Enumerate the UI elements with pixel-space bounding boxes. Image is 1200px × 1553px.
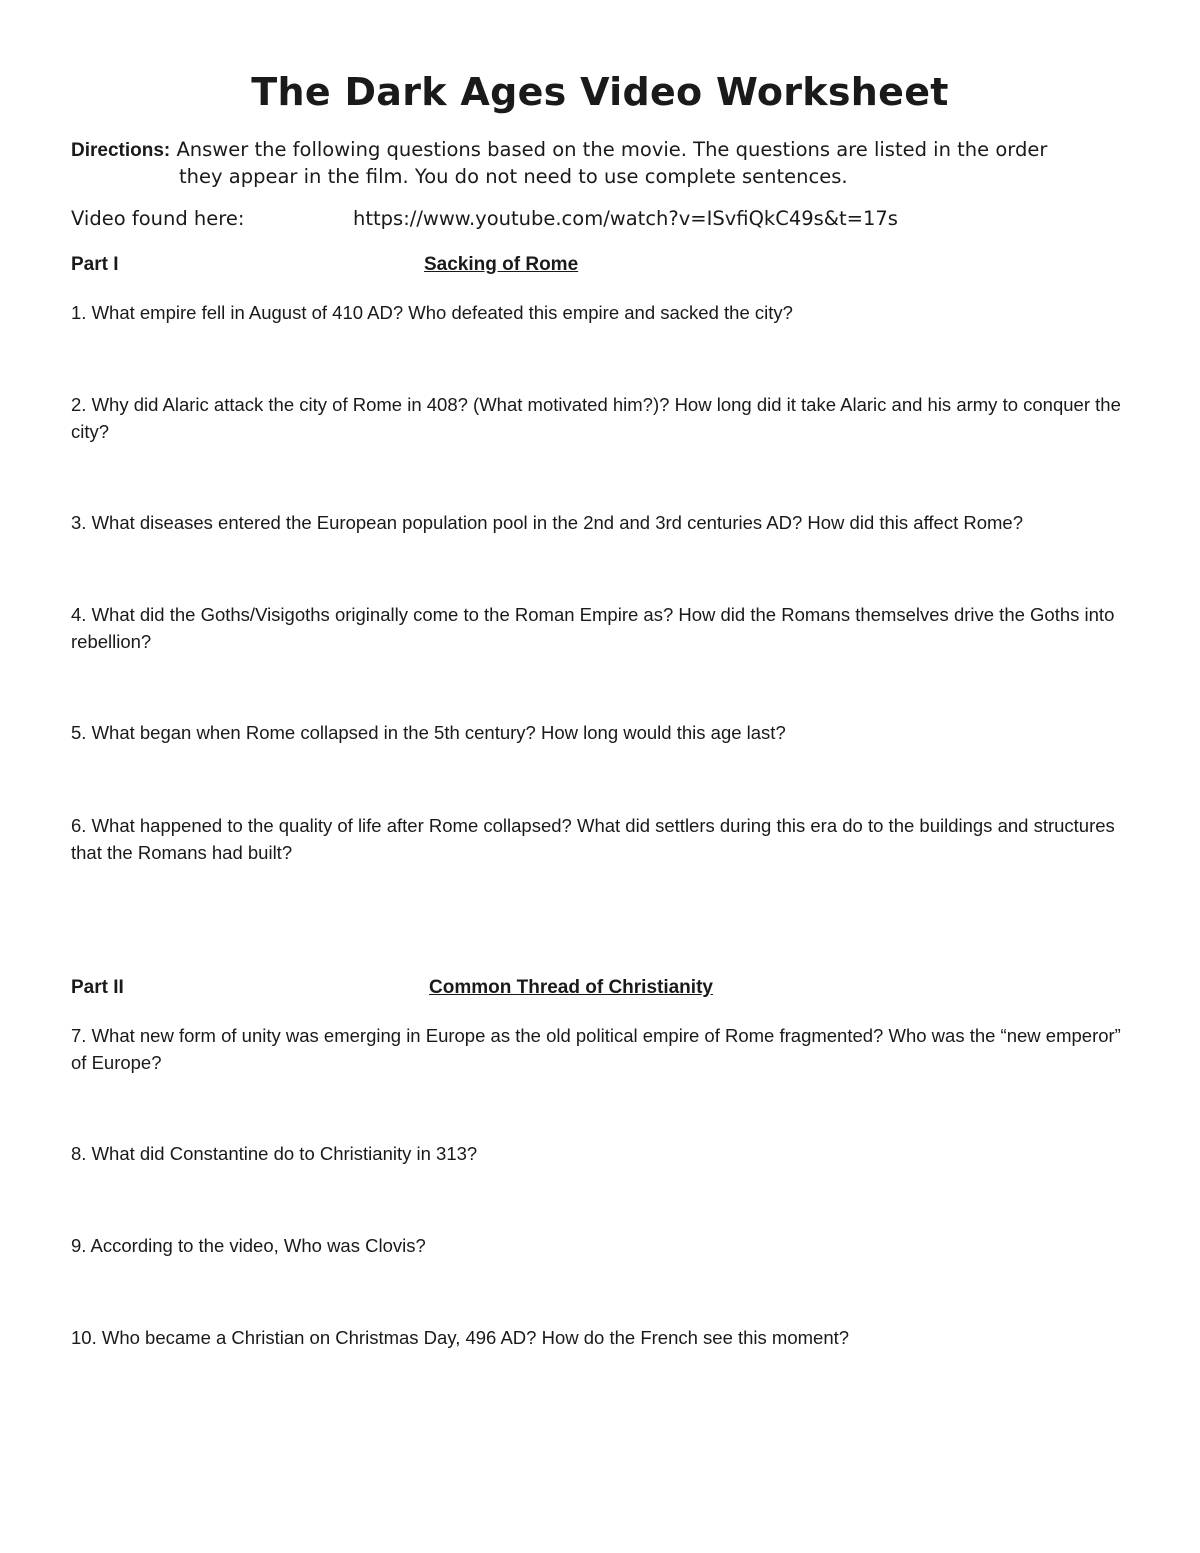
question-7: 7. What new form of unity was emerging in Europe as the old political empire of Rome fragmented? Who was the “new emperor” of Europe? — [71, 1025, 1121, 1073]
directions-text-line1: Answer the following questions based on the movie. The questions are listed in the — [176, 138, 990, 161]
question-8: 8. What did Constantine do to Christianity in 313? — [71, 1143, 478, 1164]
question-9: 9. According to the video, Who was Clovis? — [71, 1235, 426, 1256]
question-1: 1. What empire fell in August of 410 AD? Who defeated this empire and sacked the city? — [71, 302, 793, 323]
part1-heading: Sacking of Rome — [424, 254, 579, 275]
question-4: 4. What did the Goths/Visigoths originally come to the Roman Empire as? How did the Romans themselves drive the Goths into rebellion? — [71, 604, 1115, 652]
video-line — [71, 207, 898, 230]
question-10: 10. Who became a Christian on Christmas Day, 496 AD? How do the French see this moment? — [71, 1327, 850, 1348]
video-label: Video found here: — [71, 207, 245, 230]
directions-text-line2-start: order — [995, 138, 1048, 161]
directions-label: Directions: — [71, 140, 171, 161]
video-url-link[interactable]: https://www.youtube.com/watch?v=ISvfiQkC49s&t=17s — [353, 207, 898, 230]
directions-paragraph — [71, 137, 1131, 190]
page-title: The Dark Ages Video Worksheet — [251, 70, 949, 114]
question-3: 3. What diseases entered the European population pool in the 2nd and 3rd centuries AD? How did this affect Rome? — [71, 512, 1023, 533]
part2-label: Part II — [71, 977, 124, 998]
question-6: 6. What happened to the quality of life after Rome collapsed? What did settlers during this era do to the buildings and structures that the Romans had built? — [71, 815, 1115, 863]
directions-text-line2-end: they appear in the film. You do not need to use complete sentences. — [179, 165, 848, 188]
question-5: 5. What began when Rome collapsed in the 5th century? How long would this age last? — [71, 722, 786, 743]
part1-label: Part I — [71, 254, 119, 275]
part2-heading: Common Thread of Christianity — [429, 977, 713, 998]
question-2: 2. Why did Alaric attack the city of Rome in 408? (What motivated him?)? How long did it take Alaric and his army to conquer the city? — [71, 394, 1121, 442]
